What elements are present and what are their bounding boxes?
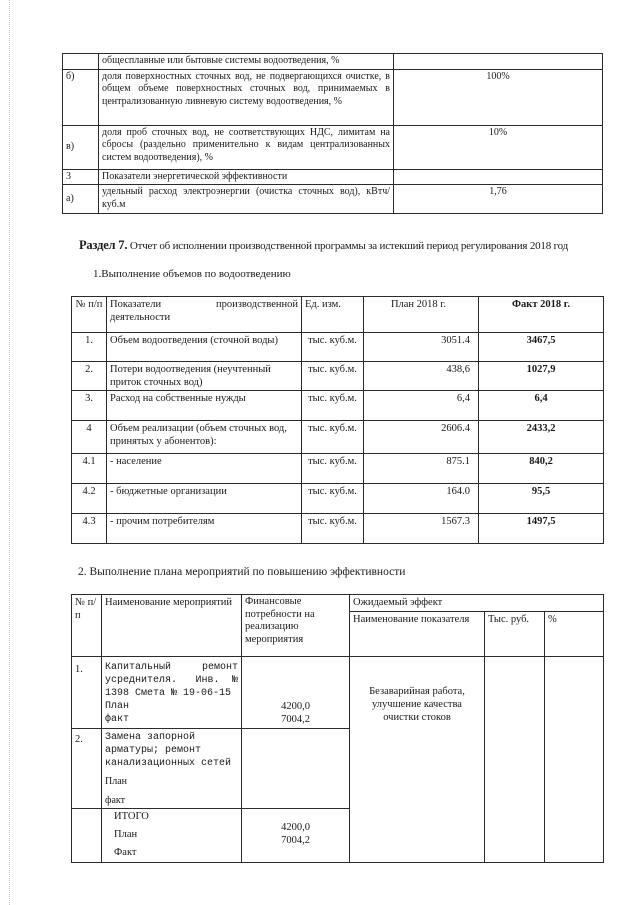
cell-name: - прочим потребителям <box>107 514 302 544</box>
table-header-row <box>72 595 604 612</box>
cell-unit: тыс. куб.м. <box>302 362 364 391</box>
cell-name: Объем водоотведения (сточной воды) <box>107 333 302 362</box>
cell-plan: 2606.4 <box>364 421 479 454</box>
cell-unit: тыс. куб.м. <box>302 333 364 362</box>
row-id: б) <box>63 69 99 125</box>
cell-unit: тыс. куб.м. <box>302 454 364 484</box>
header-name: Показатели производственной деятельности <box>107 297 302 333</box>
table-row <box>63 185 603 214</box>
table-row <box>72 514 604 544</box>
cell-num: 4.2 <box>72 484 107 514</box>
header-effect: Ожидаемый эффект <box>350 595 604 612</box>
cell-num: 2. <box>72 362 107 391</box>
cell-num: 4 <box>72 421 107 454</box>
cell-num: 4.1 <box>72 454 107 484</box>
fact-label: факт <box>105 714 130 725</box>
table-row <box>72 421 604 454</box>
cell-num: 2. <box>72 729 102 809</box>
cell-name: Объем реализации (объем сточных вод, принятых у абонентов): <box>107 421 302 454</box>
cell-name <box>102 809 242 863</box>
table-row <box>72 454 604 484</box>
volumes-table <box>71 296 604 544</box>
section-label: Раздел 7. <box>79 238 128 252</box>
cell-plan: 6,4 <box>364 391 479 421</box>
cell-name <box>102 729 242 809</box>
total-label: ИТОГО <box>114 811 149 822</box>
table-row <box>72 484 604 514</box>
header-fact: Факт 2018 г. <box>479 297 604 333</box>
table-row <box>72 657 604 729</box>
header-finance: Финансовые потребности на реализацию мероприятия <box>242 595 350 657</box>
cell-fact: 840,2 <box>479 454 604 484</box>
row-value: 10% <box>394 125 603 169</box>
row-id: 3 <box>63 169 99 185</box>
table-row <box>72 391 604 421</box>
cell-unit: тыс. куб.м. <box>302 391 364 421</box>
section-text: Отчет об исполнении производственной программы за истекший период регулирования 2018 год <box>129 240 568 252</box>
table-row <box>72 362 604 391</box>
header-name: Наименование мероприятий <box>102 595 242 657</box>
plan-value: 4200,0 <box>281 701 310 712</box>
cell-fact: 2433,2 <box>479 421 604 454</box>
row-text: общесплавные или бытовые системы водоотведения, % <box>99 54 394 70</box>
row-id: а) <box>63 185 99 214</box>
fact-label: Факт <box>114 847 137 858</box>
cell-num: 1. <box>72 657 102 729</box>
cell-effect <box>350 657 485 863</box>
cell-finance <box>242 657 350 729</box>
cell-name: Расход на собственные нужды <box>107 391 302 421</box>
header-effect-name: Наименование показателя <box>350 612 485 657</box>
plan-label: План <box>105 776 128 787</box>
table-row <box>63 169 603 185</box>
row-text: доля проб сточных вод, не соответствующих НДС, лимитам на сбросы (раздельно применительно к видам централизованных систем водоотведения), % <box>99 125 394 169</box>
header-num: № п/п <box>72 595 102 657</box>
cell-finance <box>242 729 350 809</box>
cell-pct <box>545 657 604 863</box>
fact-label: факт <box>105 795 126 806</box>
plan-label: План <box>114 829 138 840</box>
table-row <box>63 69 603 125</box>
indicators-table <box>62 53 603 214</box>
fact-value: 7004,2 <box>281 714 310 725</box>
cell-num: 1. <box>72 333 107 362</box>
row-id: в) <box>63 125 99 169</box>
cell-name: - население <box>107 454 302 484</box>
cell-plan: 1567.3 <box>364 514 479 544</box>
table-row <box>72 333 604 362</box>
cell-plan: 875.1 <box>364 454 479 484</box>
cell-num <box>72 809 102 863</box>
table-header-row <box>72 297 604 333</box>
subtitle-volumes: 1.Выполнение объемов по водоотведению <box>93 268 291 280</box>
row-value <box>394 54 603 70</box>
cell-plan: 3051.4 <box>364 333 479 362</box>
header-plan: План 2018 г. <box>364 297 479 333</box>
header-num: № п/п <box>72 297 107 333</box>
cell-num: 3. <box>72 391 107 421</box>
cell-name: Потери водоотведения (неучтенный приток сточных вод) <box>107 362 302 391</box>
cell-fact: 3467,5 <box>479 333 604 362</box>
subtitle-measures: 2. Выполнение плана мероприятий по повышению эффективности <box>78 566 406 578</box>
row-text: удельный расход электроэнергии (очистка сточных вод), кВтч/куб.м <box>99 185 394 214</box>
measure-name: Капитальный ремонт усреднителя. Инв.№ 1398 Смета № 19-06-15 <box>105 662 238 699</box>
plan-label: План <box>105 701 130 712</box>
cell-unit: тыс. куб.м. <box>302 421 364 454</box>
effect-text: Безаварийная работа, улучшение качества очистки стоков <box>369 686 465 723</box>
header-pct: % <box>545 612 604 657</box>
header-unit: Ед. изм. <box>302 297 364 333</box>
cell-fact: 1497,5 <box>479 514 604 544</box>
cell-unit: тыс. куб.м. <box>302 514 364 544</box>
row-value <box>394 169 603 185</box>
table-row <box>63 125 603 169</box>
cell-unit: тыс. куб.м. <box>302 484 364 514</box>
row-value: 100% <box>394 69 603 125</box>
fact-value: 7004,2 <box>281 835 310 846</box>
cell-num: 4.3 <box>72 514 107 544</box>
cell-plan: 438,6 <box>364 362 479 391</box>
cell-name: - бюджетные организации <box>107 484 302 514</box>
header-rub: Тыс. руб. <box>485 612 545 657</box>
section-7-heading <box>79 238 589 253</box>
measures-table <box>71 594 604 863</box>
cell-finance <box>242 809 350 863</box>
cell-rub <box>485 657 545 863</box>
table-row <box>63 54 603 70</box>
row-text: Показатели энергетической эффективности <box>99 169 394 185</box>
cell-fact: 95,5 <box>479 484 604 514</box>
measure-name: Замена запорной арматуры; ремонт канализационных сетей <box>105 732 232 769</box>
row-value: 1,76 <box>394 185 603 214</box>
cell-plan: 164.0 <box>364 484 479 514</box>
row-text: доля поверхностных сточных вод, не подвергающихся очистке, в общем объеме поверхностных сточных вод, принимаемых в централизованную ливневую систему водоотведения, % <box>99 69 394 125</box>
cell-fact: 6,4 <box>479 391 604 421</box>
cell-fact: 1027,9 <box>479 362 604 391</box>
row-id <box>63 54 99 70</box>
plan-value: 4200,0 <box>281 822 310 833</box>
cell-name <box>102 657 242 729</box>
